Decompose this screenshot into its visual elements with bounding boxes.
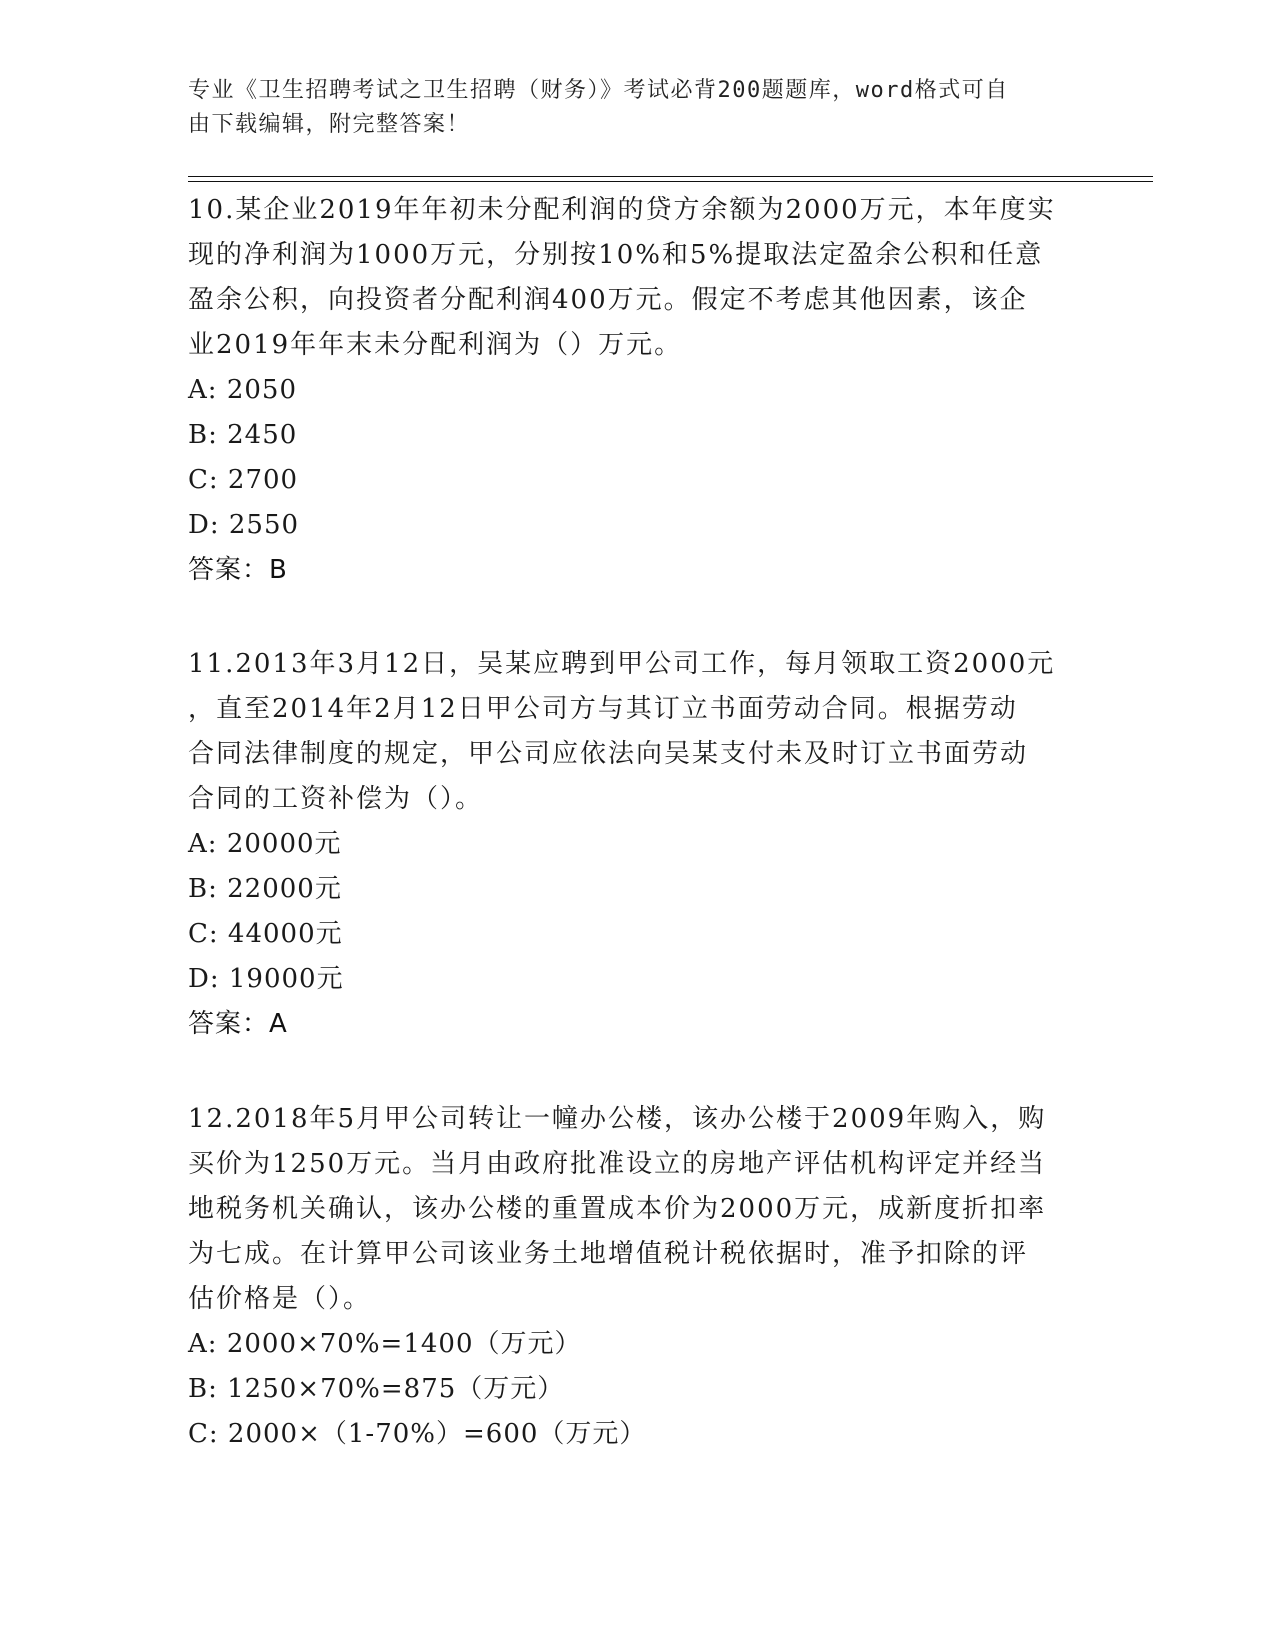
option-letter: D: (188, 510, 220, 540)
question-line: 估价格是（）。 (188, 1284, 372, 1314)
option-c (188, 912, 1088, 957)
option-d (188, 503, 1088, 548)
option-letter: D: (188, 964, 220, 994)
option-b (188, 867, 1088, 912)
question-line: 合同法律制度的规定，甲公司应依法向吴某支付未及时订立书面劳动 (188, 739, 1029, 769)
option-letter: B: (188, 1374, 218, 1404)
option-text: 20000元 (226, 829, 342, 859)
option-text: 2550 (228, 510, 300, 540)
option-text: 2050 (226, 375, 297, 405)
option-text: 44000元 (227, 919, 343, 949)
option-a (188, 368, 1088, 413)
option-c (188, 458, 1088, 503)
question-line: 合同的工资补偿为（）。 (188, 784, 484, 814)
option-letter: C: (188, 465, 219, 495)
header-divider-bottom (188, 181, 1153, 182)
answer-label: 答案：A (188, 1009, 288, 1039)
option-letter: B: (188, 420, 218, 450)
option-b (188, 413, 1088, 458)
option-a (188, 1322, 1088, 1367)
option-letter: A: (188, 375, 218, 405)
question-line: ，直至2014年2月12日甲公司方与其订立书面劳动合同。根据劳动 (188, 694, 1018, 724)
question-line: 12.2018年5月甲公司转让一幢办公楼，该办公楼于2009年购入，购 (188, 1104, 1047, 1134)
question-line: 业2019年年末未分配利润为（）万元。 (188, 330, 683, 360)
option-text: 22000元 (227, 874, 342, 904)
option-text: 19000元 (228, 964, 344, 994)
question-line: 盈余公积，向投资者分配利润400万元。假定不考虑其他因素，该企 (188, 285, 1028, 315)
option-b (188, 1367, 1088, 1412)
option-text: 2700 (227, 465, 299, 495)
header-line-1: 专业《卫生招聘考试之卫生招聘（财务）》考试必背200题题库，word格式可自 (188, 78, 1009, 103)
header-divider-top (188, 176, 1153, 177)
question-line: 为七成。在计算甲公司该业务土地增值税计税依据时，准予扣除的评 (188, 1239, 1029, 1269)
option-letter: B: (188, 874, 218, 904)
option-c (188, 1412, 1088, 1457)
question-11 (188, 642, 1088, 1047)
option-text: 2000×70%=1400（万元） (226, 1329, 582, 1359)
option-text: 1250×70%=875（万元） (227, 1374, 565, 1404)
option-letter: C: (188, 1419, 219, 1449)
option-letter: C: (188, 919, 219, 949)
document-header (188, 74, 1068, 142)
question-12 (188, 1097, 1088, 1457)
question-line: 地税务机关确认，该办公楼的重置成本价为2000万元，成新度折扣率 (188, 1194, 1047, 1224)
answer-label: 答案：B (188, 555, 288, 585)
question-10 (188, 188, 1088, 593)
option-letter: A: (188, 1329, 218, 1359)
option-d (188, 957, 1088, 1002)
question-line: 10.某企业2019年年初未分配利润的贷方余额为2000万元，本年度实 (188, 195, 1056, 225)
question-line: 11.2013年3月12日，吴某应聘到甲公司工作，每月领取工资2000元 (188, 649, 1056, 679)
question-line: 买价为1250万元。当月由政府批准设立的房地产评估机构评定并经当 (188, 1149, 1047, 1179)
option-text: 2450 (227, 420, 298, 450)
option-text: 2000×（1-70%）=600（万元） (227, 1419, 647, 1449)
question-line: 现的净利润为1000万元，分别按10%和5%提取法定盈余公积和任意 (188, 240, 1044, 270)
header-line-2: 由下载编辑，附完整答案！ (188, 112, 471, 137)
option-a (188, 822, 1088, 867)
option-letter: A: (188, 829, 218, 859)
